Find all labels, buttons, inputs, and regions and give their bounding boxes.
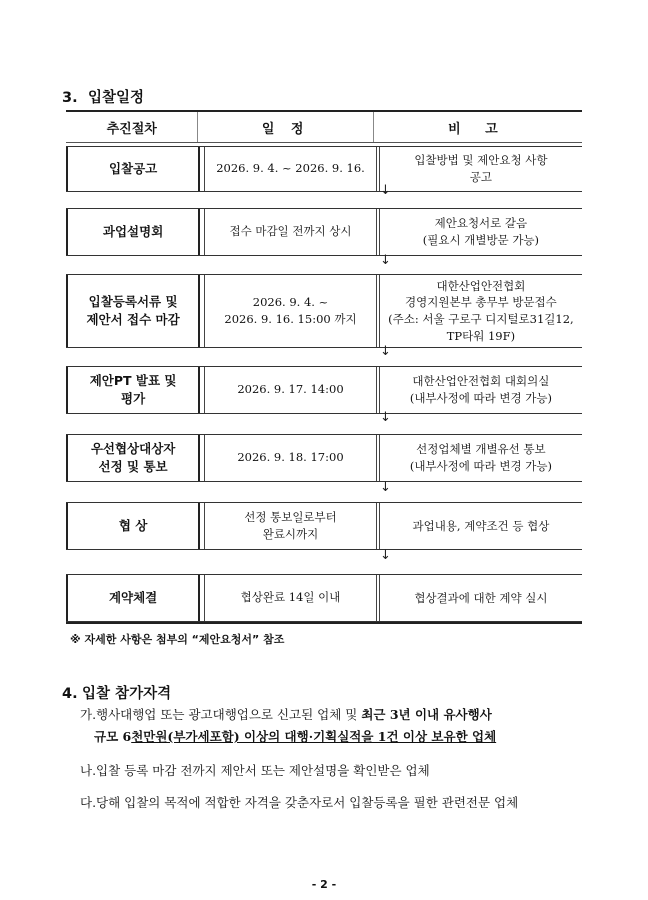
note-cell: 대한산업안전협회 경영지원본부 총무부 방문접수 (주소: 서울 구로구 디지털로31길12, TP타워 19F): [379, 275, 582, 347]
table-footnote: ※ 자세한 사항은 첨부의 “제안요청서” 참조: [70, 633, 285, 646]
item-text: 행사대행업 또는 광고대행업으로 신고된 업체 및: [96, 707, 362, 722]
note-cell: 선정업체별 개별유선 통보 (내부사정에 따라 변경 가능): [379, 435, 582, 481]
step-cell: 협 상: [66, 503, 200, 549]
section-4-heading: 입찰 참가자격: [82, 686, 172, 702]
schedule-cell: 2026. 9. 4. ~ 2026. 9. 16.: [204, 147, 377, 191]
item-continuation: [80, 726, 580, 748]
item-text-highlight: 천만원(부가세포함) 이상의 대행·기획실적을 1건 이상 보유한 업체: [131, 728, 497, 744]
table-row: [66, 208, 582, 256]
flow-arrow: ↓: [380, 480, 391, 495]
section-3-heading: 입찰일정: [88, 90, 145, 106]
header-schedule: 일 정: [197, 112, 373, 142]
schedule-cell: 선정 통보일로부터 완료시까지: [204, 503, 377, 549]
schedule-cell: 2026. 9. 17. 14:00: [204, 367, 377, 413]
flow-arrow: ↓: [380, 253, 391, 268]
header-note: 비 고: [448, 121, 508, 137]
table-row: [66, 146, 582, 192]
item-marker: 나.: [80, 763, 97, 778]
schedule-cell: 협상완료 14일 이내: [204, 575, 377, 621]
step-cell: 입찰공고: [66, 147, 200, 191]
item-marker: 가.: [80, 707, 97, 722]
flow-arrow: ↓: [380, 344, 391, 359]
qualification-item-b: [80, 760, 580, 782]
section-3-number: 3.: [62, 90, 78, 106]
note-cell: 협상결과에 대한 계약 실시: [379, 575, 582, 621]
flow-arrow: ↓: [380, 410, 391, 425]
step-cell: 계약체결: [66, 575, 200, 621]
flow-arrow: ↓: [380, 183, 391, 198]
note-cell: 과업내용, 계약조건 등 협상: [379, 503, 582, 549]
section-4-number: 4.: [62, 686, 78, 702]
table-bottom-rule: [66, 622, 582, 624]
flow-arrow: ↓: [380, 548, 391, 563]
note-cell: 입찰방법 및 제안요청 사항 공고: [379, 147, 582, 191]
table-row: [66, 502, 582, 550]
note-cell: 대한산업안전협회 대회의실 (내부사정에 따라 변경 가능): [379, 367, 582, 413]
table-header: [66, 110, 582, 143]
note-cell: 제안요청서로 갈음 (필요시 개별방문 가능): [379, 209, 582, 255]
page-number: - 2 -: [311, 878, 337, 891]
step-cell: 우선협상대상자 선정 및 통보: [66, 435, 200, 481]
section-4-title: [62, 682, 171, 703]
step-cell: 제안PT 발표 및 평가: [66, 367, 200, 413]
schedule-cell: 2026. 9. 18. 17:00: [204, 435, 377, 481]
table-row: [66, 574, 582, 622]
table-row: [66, 434, 582, 482]
item-text-bold: 최근 3년 이내 유사행사: [361, 707, 492, 722]
table-row: [66, 274, 582, 348]
table-row: [66, 366, 582, 414]
step-cell: 과업설명회: [66, 209, 200, 255]
item-text: 입찰 등록 마감 전까지 제안서 또는 제안설명을 확인받은 업체: [96, 763, 430, 778]
header-step: 추진절차: [106, 121, 157, 137]
schedule-cell: 접수 마감일 전까지 상시: [204, 209, 377, 255]
schedule-cell: 2026. 9. 4. ~ 2026. 9. 16. 15:00 까지: [204, 275, 377, 347]
item-marker: 다.: [80, 795, 97, 810]
qualification-item-c: [80, 792, 580, 814]
section-3-title: [62, 86, 144, 107]
qualification-item-a: [80, 704, 580, 748]
item-text-bold: 규모 6: [94, 728, 132, 744]
item-text: 당해 입찰의 목적에 적합한 자격을 갖춘자로서 입찰등록을 필한 관련전문 업체: [96, 795, 519, 810]
step-cell: 입찰등록서류 및 제안서 접수 마감: [66, 275, 200, 347]
